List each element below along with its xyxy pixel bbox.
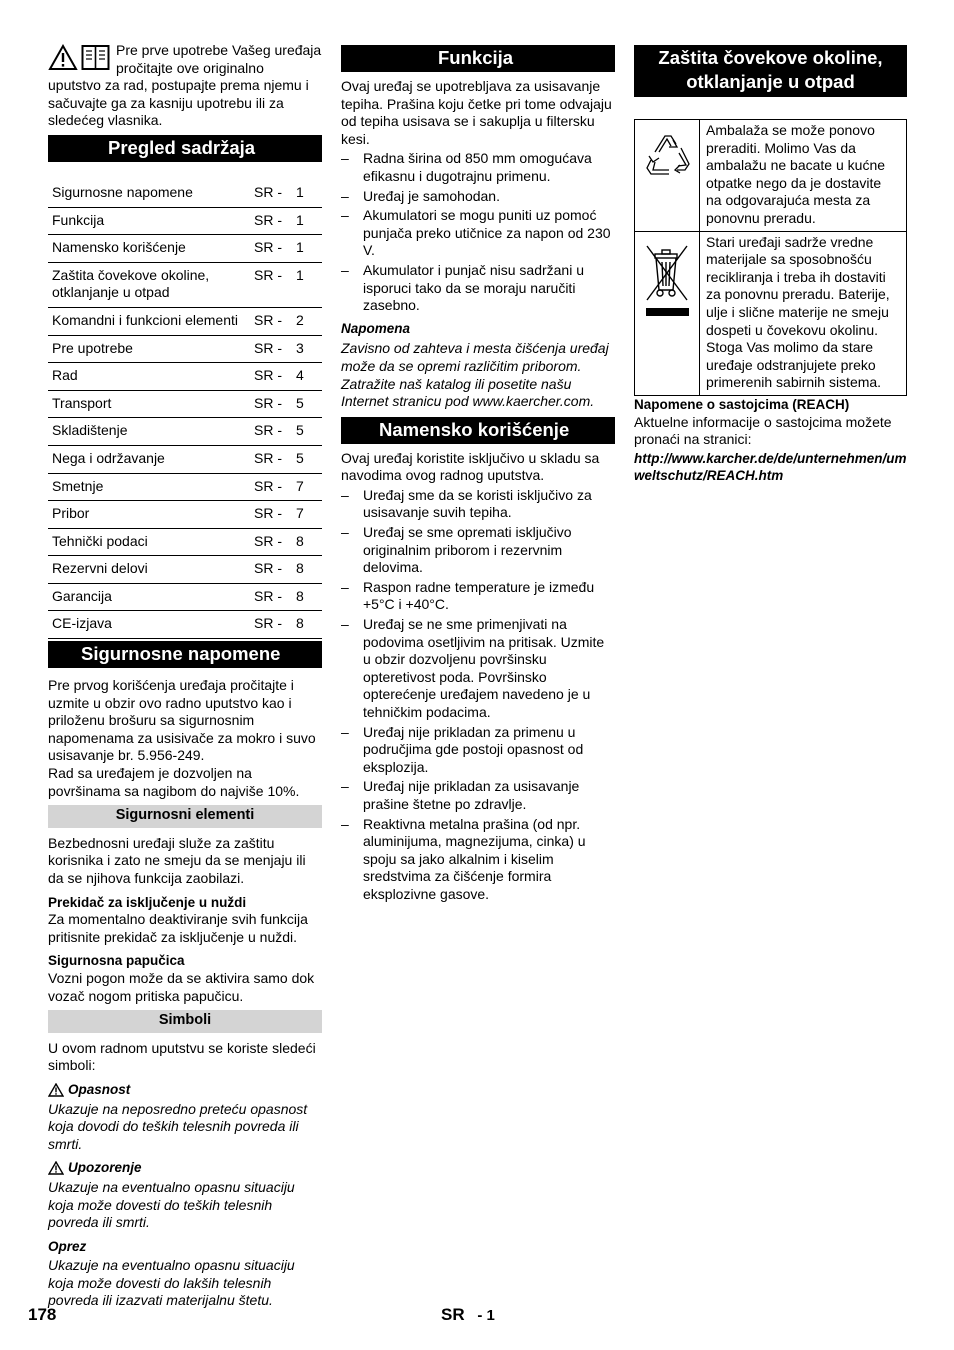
toc-code: SR - [254,445,296,473]
list-item: – Uređaj se sme opremati isključivo originalnim priborom i rezervnim delovima. [341,524,615,577]
toc-row[interactable] [48,418,322,446]
toc-label: Komandni i funkcioni elementi [48,307,254,335]
symbols-intro: U ovom radnom uputstvu se koriste sledeći simboli: [48,1039,316,1074]
weee-icon-cell [635,231,700,395]
list-item: – Uređaj nije prikladan za usisavanje prašine štetne po zdravlje. [341,778,615,813]
toc-label: Zaštita čovekove okoline, otklanjanje u otpad [48,262,254,307]
recycle-text: Ambalaža se može ponovo preraditi. Molimo Vas da ambalažu ne bacate u kućne otpatke nego da je dostavite na odgovarajuća mesta za ponovnu preradu. [700,120,907,232]
footer-section [441,1306,495,1325]
footer-page: - 1 [477,1307,495,1324]
toc-row[interactable] [48,235,322,263]
toc-label: Smetnje [48,473,254,501]
toc-page: 7 [296,501,322,529]
toc-code: SR - [254,390,296,418]
intended-use-text: Ovaj uređaj koristite isključivo u skladu sa navodima ovog radnog uputstva. [341,449,600,484]
toc-label: Pre upotrebe [48,335,254,363]
crossed-bin-icon [641,240,693,318]
toc-label: Rezervni delovi [48,556,254,584]
recycle-row [635,120,907,232]
toc-page: 1 [296,235,322,263]
list-item: – Uređaj se ne sme primenjivati na podovima osetljivim na pritisak. Uzmite u obzir dozvoljenu površinsku opteretivost poda. Površinsko opterećenje uređajem navedeno je u tehničkim podacima. [341,616,615,722]
toc-row[interactable] [48,262,322,307]
danger-row [48,1081,322,1099]
safety-p1: Pre prvog korišćenja uređaja pročitajte i uzmite u obzir ovo radno uputstvo kao i priloženu brošuru sa sigurnosnim napomenama za usisivače za mokro i suvo usisavanje br. 5.956-249. [48,677,316,764]
intended-use-list [341,487,615,904]
toc-code: SR - [254,335,296,363]
list-item: – Uređaj nije prikladan za primenu u područjima gde postoji opasnost od eksplozija. [341,724,615,777]
recycle-icon [641,128,693,184]
toc-label: Tehnički podaci [48,528,254,556]
toc-code: SR - [254,235,296,263]
toc-page: 8 [296,583,322,611]
manual-book-icon [81,44,110,71]
intro-block [48,42,322,130]
toc-label: Nega i održavanje [48,445,254,473]
toc-row[interactable] [48,528,322,556]
toc-code: SR - [254,583,296,611]
weee-row [635,231,907,395]
toc-row[interactable] [48,307,322,335]
safety-pedal-text: Vozni pogon može da se aktivira samo dok vozač nogom pritiska papučicu. [48,969,315,1004]
toc-page: 1 [296,180,322,207]
toc-code: SR - [254,528,296,556]
toc-code: SR - [254,473,296,501]
toc-page: 3 [296,335,322,363]
toc-label: Transport [48,390,254,418]
warning-row [48,1159,322,1177]
toc-page: 2 [296,307,322,335]
toc-code: SR - [254,307,296,335]
page-number: 178 [28,1305,57,1324]
toc-page: 1 [296,262,322,307]
reach-link[interactable]: http://www.karcher.de/de/unternehmen/umweltschutz/REACH.htm [634,450,907,484]
intro-icons [48,44,110,72]
reach-title: Napomene o sastojcima (REACH) [634,396,850,412]
toc-label: Garancija [48,583,254,611]
warning-triangle-icon [48,1083,64,1097]
toc-code: SR - [254,363,296,391]
environment-heading: Zaštita čovekove okoline, otklanjanje u otpad [634,45,907,97]
caution-text: Ukazuje na eventualno opasnu situaciju koja može dovesti do lakših telesnih povreda ili izazvati materijalnu štetu. [48,1257,295,1309]
function-heading: Funkcija [341,45,615,72]
function-note-title: Napomena [341,320,411,336]
warning-text: Ukazuje na eventualno opasnu situaciju koja može dovesti do teških telesnih povreda ili smrti. [48,1178,295,1231]
toc-label: CE-izjava [48,611,254,639]
toc-page: 8 [296,611,322,639]
toc-page: 5 [296,390,322,418]
toc-row[interactable] [48,583,322,611]
warning-triangle-icon [48,44,78,71]
emergency-stop-text: Za momentalno deaktiviranje svih funkcija pritisnite prekidač za isključenje u nuždi. [48,911,308,945]
toc-row[interactable] [48,335,322,363]
toc-label: Pribor [48,501,254,529]
toc-code: SR - [254,207,296,235]
column-left [48,42,322,1310]
safety-elements-text: Bezbednosni uređaji služe za zaštitu korisnika i zato ne smeju da se menjaju ili da se njihova funkcija zaobilazi. [48,834,306,886]
intro-text-top: Pre prve upotrebe Vašeg uređaja pročitajte ove originalno [116,42,322,76]
list-item: – Uređaj je samohodan. [341,188,615,206]
warning-label: Upozorenje [68,1160,142,1176]
list-item: – Raspon radne temperature je između +5°C i +40°C. [341,579,615,614]
toc-heading: Pregled sadržaja [48,135,322,162]
toc-page: 4 [296,363,322,391]
toc-page: 8 [296,528,322,556]
toc-page: 8 [296,556,322,584]
disposal-table [634,119,907,396]
function-list [341,150,615,314]
toc-label: Namensko korišćenje [48,235,254,263]
toc-row[interactable] [48,363,322,391]
toc-row[interactable] [48,556,322,584]
footer-lang: SR [441,1305,465,1324]
toc-row[interactable] [48,611,322,639]
toc-code: SR - [254,180,296,207]
toc-page: 7 [296,473,322,501]
toc-label: Rad [48,363,254,391]
toc-code: SR - [254,418,296,446]
function-note-text: Zavisno od zahteva i mesta čišćenja uređaj može da se opremi različitim priborom. Zatražite naš katalog ili posetite našu Internet stranicu pod www.kaercher.com. [341,340,609,410]
column-right [634,45,907,485]
warning-triangle-icon [48,1161,64,1175]
safety-p2: Rad sa uređajem je dozvoljen na površinama sa nagibom do najviše 10%. [48,765,300,799]
safety-pedal-title: Sigurnosna papučica [48,953,185,969]
toc-row[interactable] [48,207,322,235]
danger-label: Opasnost [68,1081,131,1097]
toc-code: SR - [254,611,296,639]
toc-row[interactable] [48,180,322,207]
list-item: – Akumulator i punjač nisu sadržani u isporuci tako da se moraju naručiti zasebno. [341,262,615,315]
list-item: – Akumulatori se mogu puniti uz pomoć punjača preko utičnice za napon od 230 V. [341,207,615,260]
weee-text: Stari uređaji sadrže vredne materijale sa sposobnošću recikliranja i treba ih dostaviti za ponovnu preradu. Baterije, ulje i slične materije ne smeju dospeti u čovekovu okolinu. Stoga Vas molimo da stare uređaje odstranjujete preko primerenih sabirnih sistema. [700,231,907,395]
toc-code: SR - [254,262,296,307]
danger-text: Ukazuje na neposredno preteću opasnost koja dovodi do teških telesnih povreda ili smrti. [48,1100,308,1152]
list-item: – Radna širina od 850 mm omogućava efikasnu i dugotrajnu primenu. [341,150,615,185]
toc-row[interactable] [48,445,322,473]
list-item: – Reaktivna metalna prašina (od npr. aluminijuma, magnezijuma, cinka) u spoju sa jako alkalnim i kiselim sredstvima za čišćenje formira eksplozivne gasove. [341,816,615,904]
toc-label: Skladištenje [48,418,254,446]
toc-row[interactable] [48,473,322,501]
symbols-heading: Simboli [48,1010,322,1033]
emergency-stop-title: Prekidač za isključenje u nuždi [48,894,247,910]
toc-page: 1 [296,207,322,235]
toc-row[interactable] [48,501,322,529]
toc-page: 5 [296,445,322,473]
recycle-icon-cell [635,120,700,232]
safety-heading: Sigurnosne napomene [48,641,322,668]
toc-code: SR - [254,556,296,584]
toc-code: SR - [254,501,296,529]
toc-page: 5 [296,418,322,446]
function-text: Ovaj uređaj se upotrebljava za usisavanje tepiha. Prašina koju četke pri tome odvajaju od tepiha usisava se i sakuplja u filtersku kesi. [341,78,612,147]
list-item: – Uređaj sme da se koristi isključivo za usisavanje suvih tepiha. [341,487,615,522]
intended-use-heading: Namensko korišćenje [341,417,615,444]
safety-elements-heading: Sigurnosni elementi [48,805,322,828]
toc-table [48,180,322,639]
caution-label: Oprez [48,1238,87,1254]
toc-row[interactable] [48,390,322,418]
intro-text-rest: uputstvo za rad, postupajte prema njemu i sačuvajte ga za kasniju upotrebu ili za sledećeg vlasnika. [48,77,309,129]
reach-text: Aktuelne informacije o sastojcima možete pronaći na stranici: [634,413,892,448]
column-middle [341,45,615,904]
toc-label: Sigurnosne napomene [48,180,254,207]
toc-label: Funkcija [48,207,254,235]
